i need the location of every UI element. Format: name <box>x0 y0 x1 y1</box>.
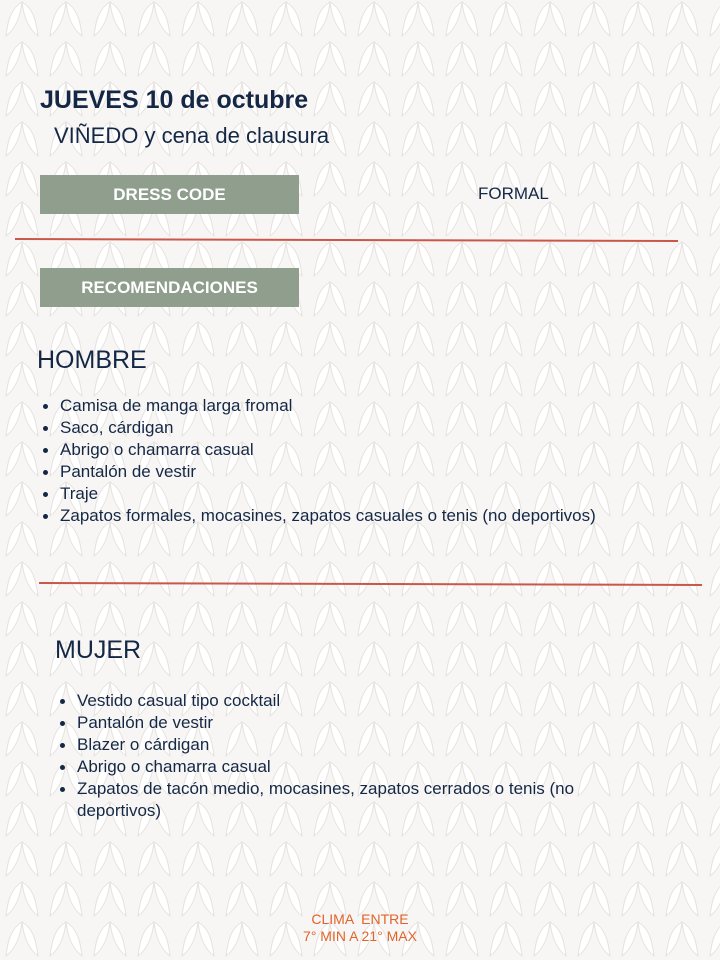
men-list <box>40 395 700 527</box>
dress-code-value: FORMAL <box>478 184 549 203</box>
weather-note <box>260 911 460 945</box>
list-item: Zapatos de tacón medio, mocasines, zapatos cerrados o tenis (no deportivos) <box>57 778 657 822</box>
list-item: Traje <box>40 483 700 505</box>
section-divider <box>15 238 678 242</box>
recommendations-label: RECOMENDACIONES <box>40 268 299 307</box>
list-item: Blazer o cárdigan <box>57 734 657 756</box>
women-list <box>57 690 657 822</box>
list-item: Pantalón de vestir <box>40 461 700 483</box>
dress-code-label: DRESS CODE <box>40 175 299 214</box>
list-item: Pantalón de vestir <box>57 712 657 734</box>
list-item: Abrigo o chamarra casual <box>57 756 657 778</box>
list-item: Vestido casual tipo cocktail <box>57 690 657 712</box>
men-heading: HOMBRE <box>37 346 147 374</box>
section-divider <box>39 582 702 586</box>
weather-range: 7° MIN A 21° MAX <box>303 928 417 944</box>
page-subtitle: VIÑEDO y cena de clausura <box>54 123 330 148</box>
weather-line: CLIMA ENTRE <box>311 911 409 927</box>
women-heading: MUJER <box>55 636 142 664</box>
list-item: Saco, cárdigan <box>40 417 700 439</box>
list-item: Zapatos formales, mocasines, zapatos casuales o tenis (no deportivos) <box>40 505 700 527</box>
list-item: Camisa de manga larga fromal <box>40 395 700 417</box>
page-title: JUEVES 10 de octubre <box>40 86 309 114</box>
list-item: Abrigo o chamarra casual <box>40 439 700 461</box>
